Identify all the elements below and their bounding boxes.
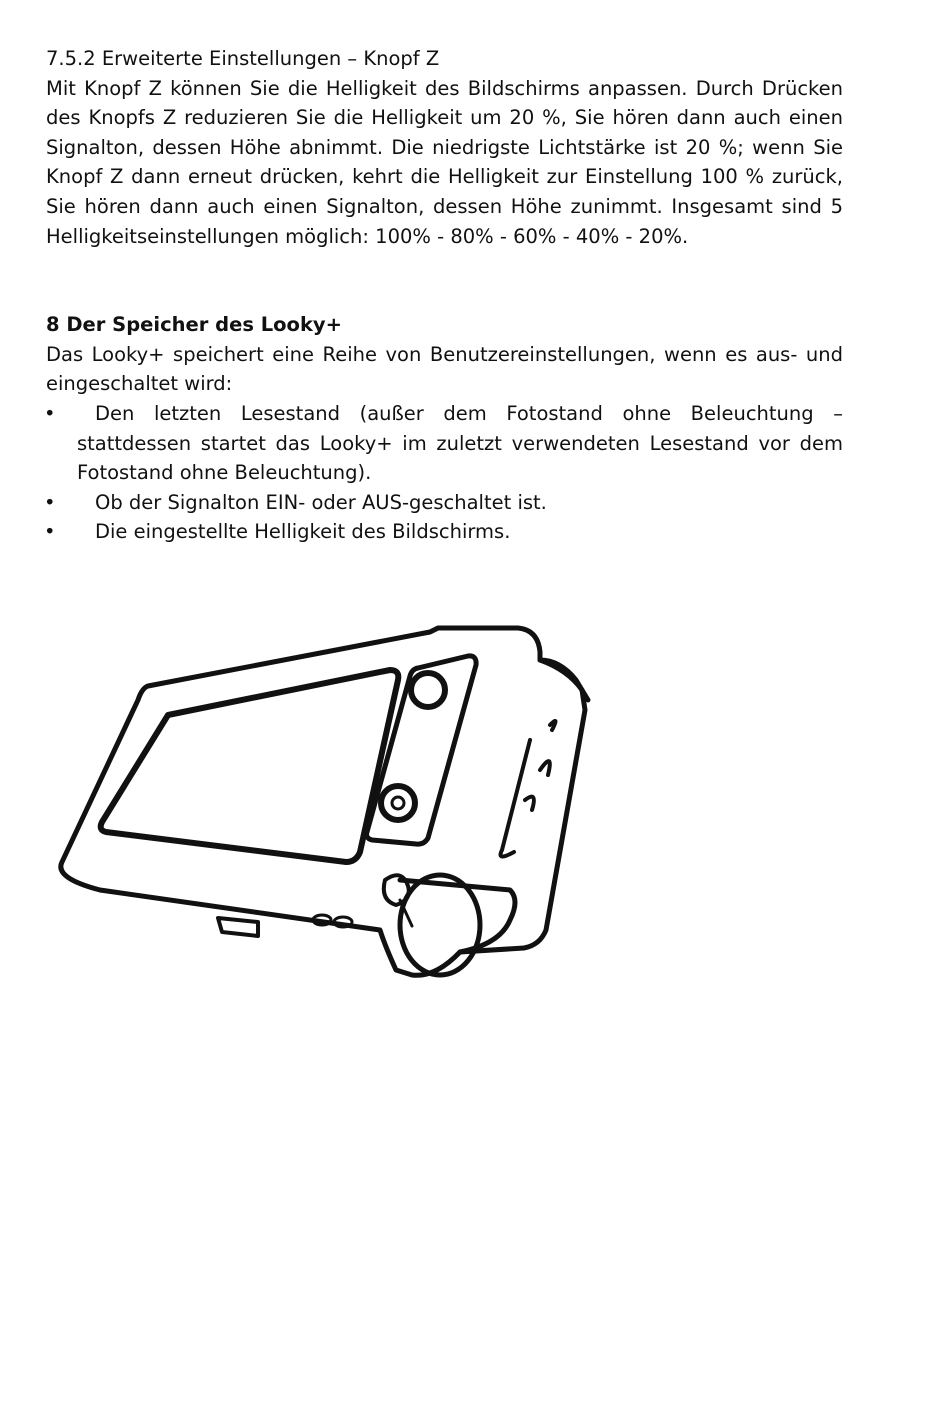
looky-logo-icon — [501, 721, 556, 857]
section-body-7-5-2: Mit Knopf Z können Sie die Helligkeit des Bildschirms anpassen. Durch Drücken des Knopfs Z reduzieren Sie die Helligkeit um 20 %, Sie hören dann auch einen Signalton, dessen Höhe abnimmt. Die niedrigste Lichtstärke ist 20 %; wenn Sie Knopf Z dann erneut drücken, kehrt die Helligkeit zur Einstellung 100 % zurück, Sie hören dann auch einen Signalton, dessen Höhe zunimmt. Insgesamt sind 5 Helligkeitseinstellungen möglich: 100% - 80% - 60% - 40% - 20%. — [46, 76, 843, 248]
list-item — [46, 488, 843, 518]
section-intro-8: Das Looky+ speichert eine Reihe von Benutzereinstellungen, wenn es aus- und eingeschaltet wird: — [46, 342, 843, 396]
bullet-icon: • — [44, 401, 56, 425]
list-item — [46, 517, 843, 547]
list-item-text: Ob der Signalton EIN- oder AUS-geschaltet ist. — [95, 490, 547, 514]
section-heading-8: 8 Der Speicher des Looky+ — [46, 313, 342, 337]
memory-settings-list — [46, 399, 843, 547]
button-bottom-icon — [381, 786, 415, 820]
list-item-text: Den letzten Lesestand (außer dem Fotostand ohne Beleuchtung – stattdessen startet das Looky+ im zuletzt verwendeten Lesestand vor dem Fotostand ohne Beleuchtung). — [77, 401, 843, 485]
section-heading-7-5-2: 7.5.2 Erweiterte Einstellungen – Knopf Z — [46, 47, 440, 70]
document-page — [46, 44, 843, 547]
list-item-text: Die eingestellte Helligkeit des Bildschirms. — [95, 520, 511, 544]
list-item — [46, 399, 843, 488]
port-icon — [218, 918, 258, 936]
button-top-icon — [411, 673, 445, 707]
looky-plus-device-drawing-icon — [40, 600, 600, 1000]
spacer — [46, 251, 843, 310]
bullet-icon: • — [44, 490, 56, 514]
bullet-icon: • — [44, 520, 56, 544]
screen-outline — [101, 670, 399, 862]
